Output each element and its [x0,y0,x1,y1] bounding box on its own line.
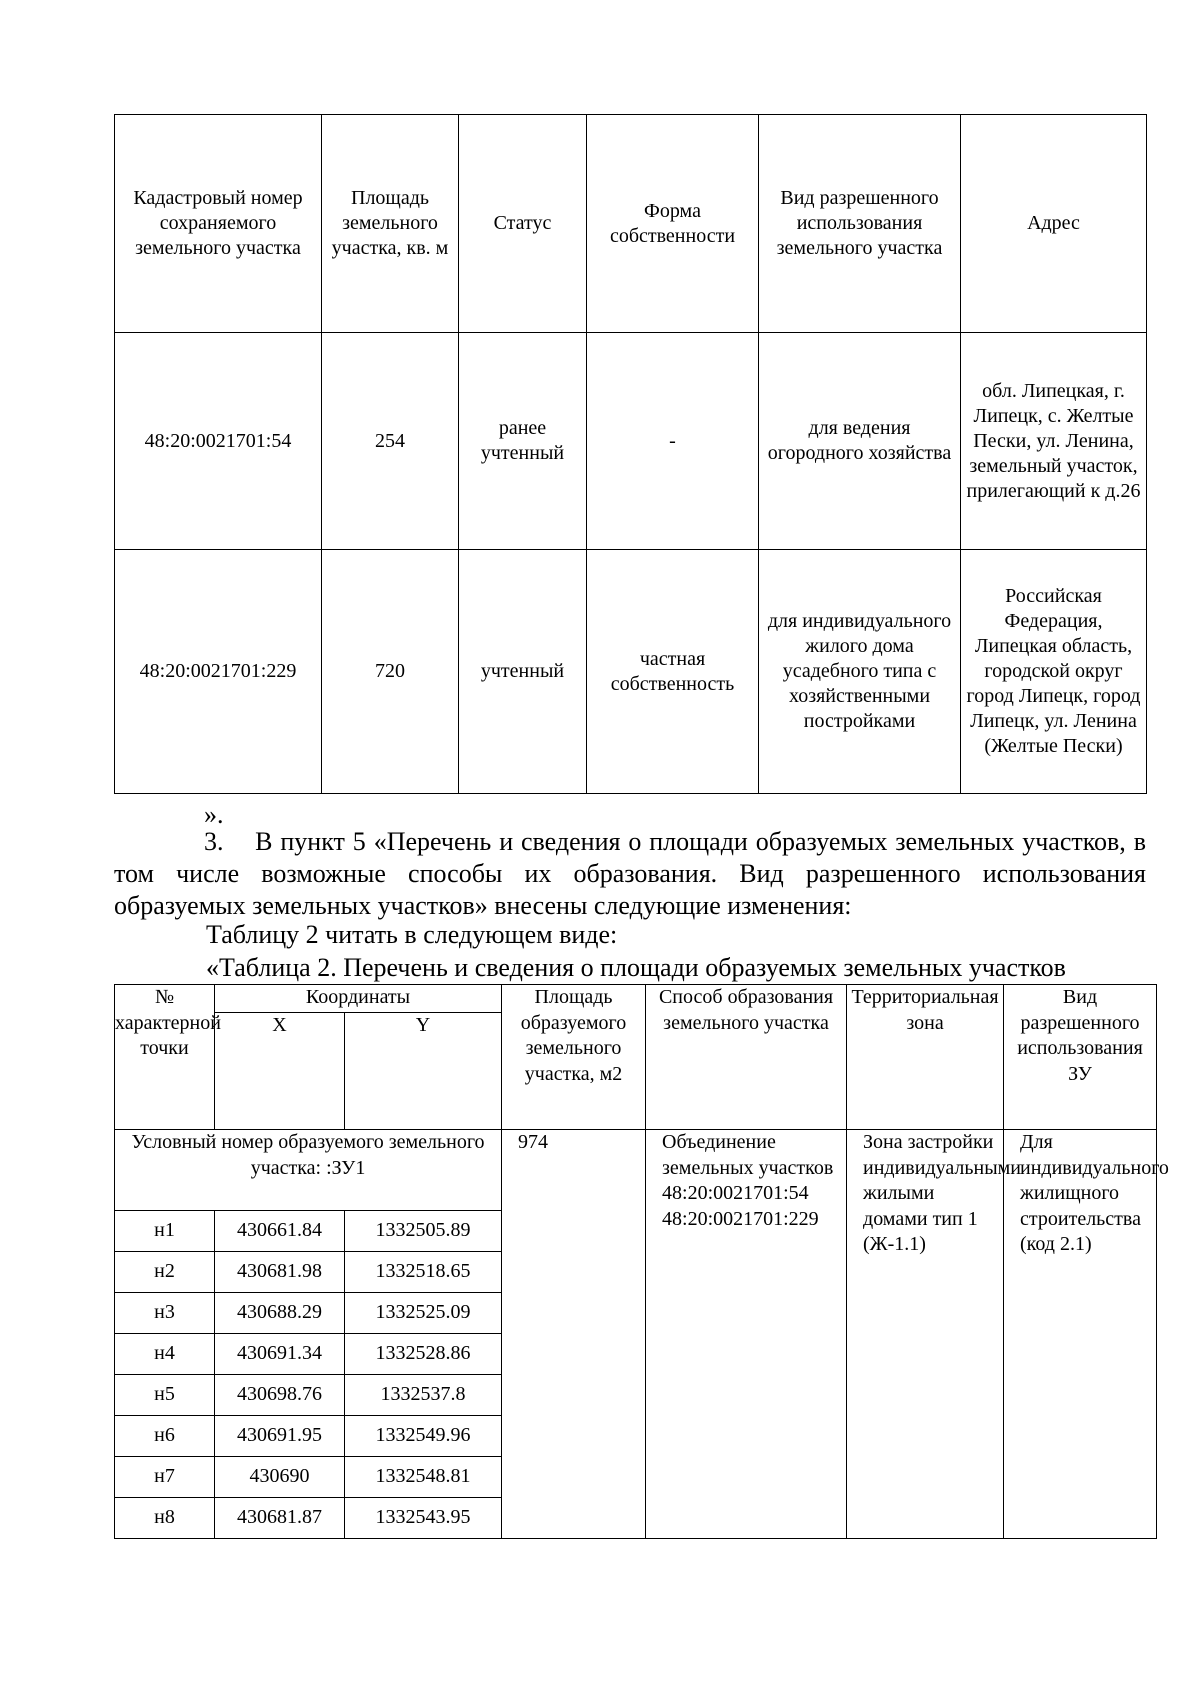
cadastral-number: 48:20:0021701:229 [115,550,322,794]
paragraph-number: 3. [204,827,224,856]
point-y: 1332505.89 [345,1211,502,1252]
table-row [115,1130,1157,1211]
territorial-zone: Зона застройки индивидуальными жилыми домами тип 1 (Ж-1.1) [847,1130,1004,1539]
point-y: 1332525.09 [345,1293,502,1334]
ownership-form: - [587,333,759,550]
header-formation-method: Способ образования земельного участка [646,985,847,1130]
point-number: н3 [115,1293,215,1334]
plot-status: ранее учтенный [459,333,587,550]
plot-status: учтенный [459,550,587,794]
cadastral-number: 48:20:0021701:54 [115,333,322,550]
retained-plots-table [114,114,1147,794]
plot-area: 720 [322,550,459,794]
table-header-row [115,985,1157,1013]
plot-conditional-number: Условный номер образуемого земельного участка: :ЗУ1 [115,1130,502,1211]
ownership-form: частная собственность [587,550,759,794]
formed-plots-table [114,984,1169,1539]
table-row [115,550,1147,794]
point-y: 1332518.65 [345,1252,502,1293]
point-x: 430681.98 [215,1252,345,1293]
header-address: Адрес [961,115,1147,333]
header-ownership: Форма собственности [587,115,759,333]
paragraph-3 [114,826,1146,922]
point-y: 1332548.81 [345,1457,502,1498]
plot-address: обл. Липецкая, г. Липецк, с. Желтые Пески, ул. Ленина, земельный участок, прилегающий к д.26 [961,333,1147,550]
formed-plot-area: 974 [502,1130,646,1539]
point-number: н7 [115,1457,215,1498]
plot-area: 254 [322,333,459,550]
point-x: 430698.76 [215,1375,345,1416]
header-status: Статус [459,115,587,333]
point-x: 430681.87 [215,1498,345,1539]
header-area: Площадь земельного участка, кв. м [322,115,459,333]
permitted-use: для ведения огородного хозяйства [759,333,961,550]
permitted-use: для индивидуального жилого дома усадебного типа с хозяйственными постройками [759,550,961,794]
table-header-row [115,115,1147,333]
header-x: X [215,1013,345,1130]
point-number: н2 [115,1252,215,1293]
plot-address: Российская Федерация, Липецкая область, городской округ город Липецк, город Липецк, ул. Ленина (Желтые Пески) [961,550,1147,794]
closing-quote: ». [204,800,224,829]
point-x: 430661.84 [215,1211,345,1252]
table2-intro: Таблицу 2 читать в следующем виде: [206,920,618,949]
header-y: Y [345,1013,502,1130]
header-permitted-use: Вид разрешенного использования земельного участка [759,115,961,333]
point-number: н5 [115,1375,215,1416]
point-x: 430690 [215,1457,345,1498]
permitted-use: Для индивидуального жилищного строительства (код 2.1) [1004,1130,1157,1539]
header-point-number: № характерной точки [115,985,215,1130]
point-number: н8 [115,1498,215,1539]
table-row [115,333,1147,550]
point-y: 1332528.86 [345,1334,502,1375]
header-area: Площадь образуемого земельного участка, м2 [502,985,646,1130]
header-cadastral-number: Кадастровый номер сохраняемого земельного участка [115,115,322,333]
formation-method: Объединение земельных участков 48:20:0021701:54 48:20:0021701:229 [646,1130,847,1539]
point-x: 430691.34 [215,1334,345,1375]
point-x: 430691.95 [215,1416,345,1457]
header-territorial-zone: Территориальная зона [847,985,1004,1130]
point-x: 430688.29 [215,1293,345,1334]
paragraph-body: В пункт 5 «Перечень и сведения о площади образуемых земельных участков, в том числе возможные способы их образования. Вид разрешенного использования образуемых земельных участков» внесены следующие изменения: [114,827,1146,920]
point-y: 1332549.96 [345,1416,502,1457]
point-number: н4 [115,1334,215,1375]
header-permitted-use: Вид разрешенного использования ЗУ [1004,985,1157,1130]
point-number: н1 [115,1211,215,1252]
header-coordinates: Координаты [215,985,502,1013]
point-y: 1332537.8 [345,1375,502,1416]
point-number: н6 [115,1416,215,1457]
point-y: 1332543.95 [345,1498,502,1539]
table2-caption: «Таблица 2. Перечень и сведения о площади образуемых земельных участков [206,953,1066,982]
